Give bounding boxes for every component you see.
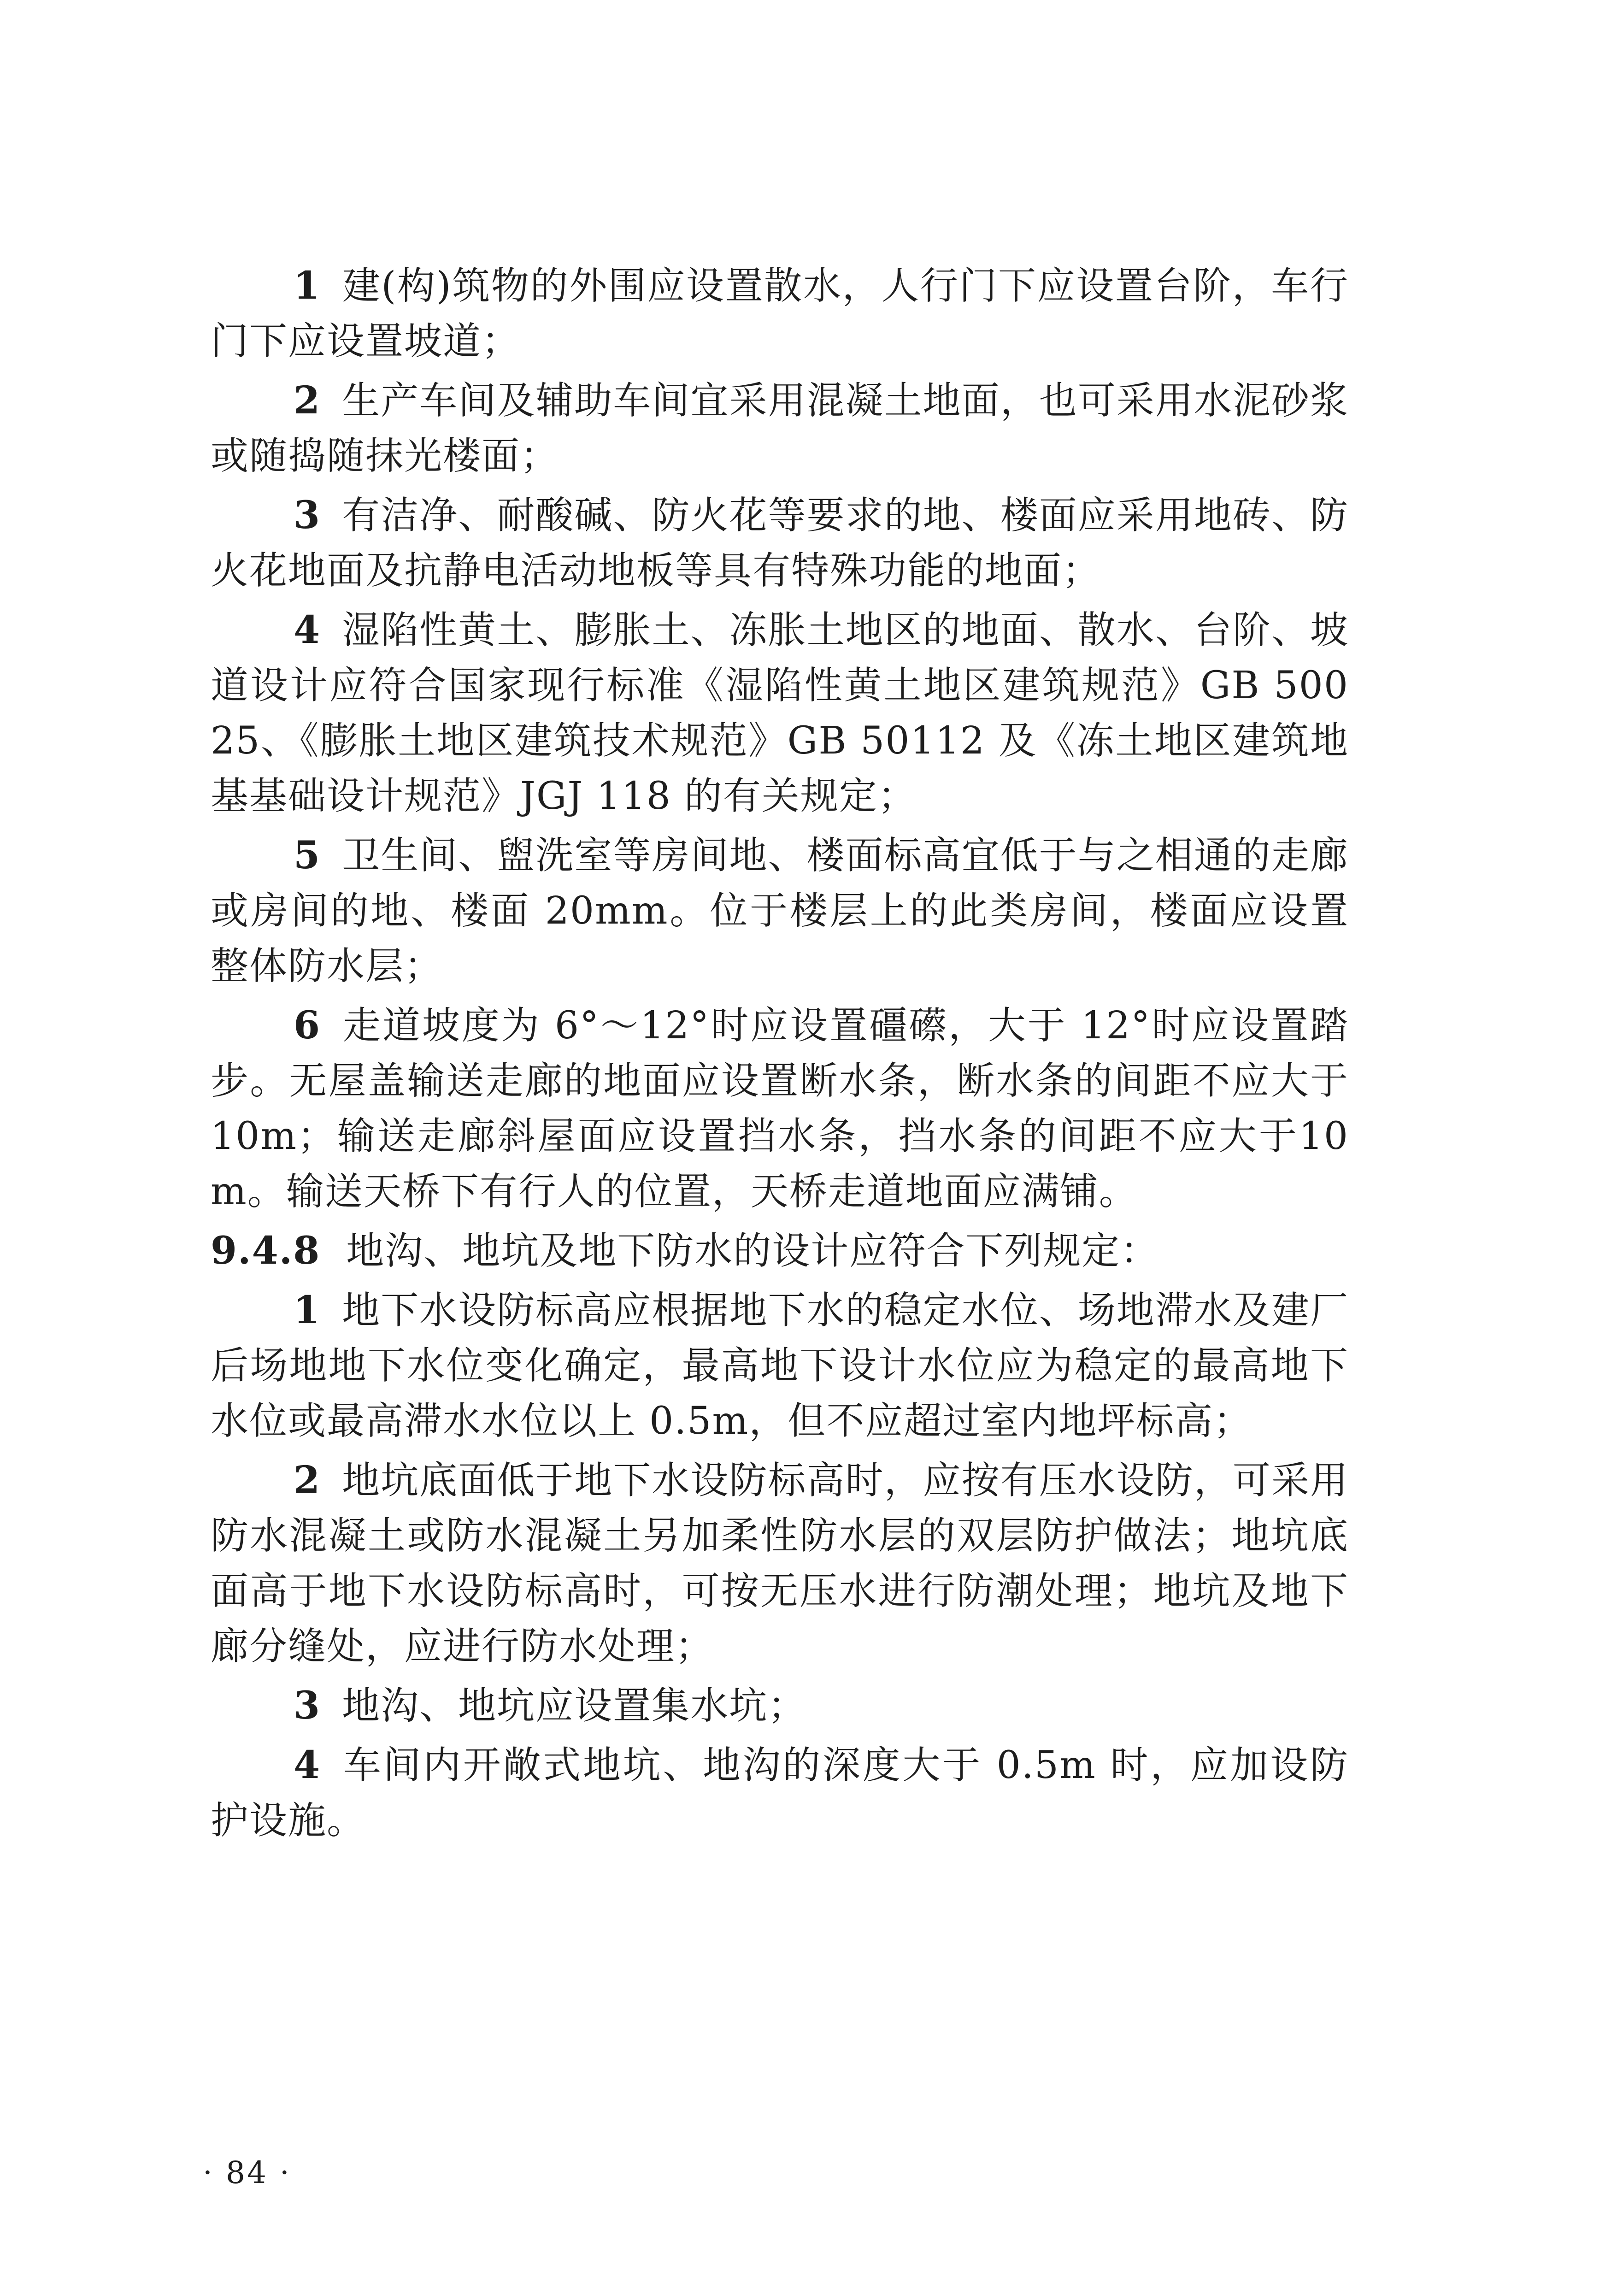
item-text: 地下水设防标高应根据地下水的稳定水位、场地滞水及建厂后场地地下水位变化确定，最高地下设计水位应为稳定的最高地下水位或最高滞水水位以上 0.5m，但不应超过室内地坪标高；: [211, 1289, 1349, 1443]
item-text: 湿陷性黄土、膨胀土、冻胀土地区的地面、散水、台阶、坡道设计应符合国家现行标准《湿陷性黄土地区建筑规范》GB 50025、《膨胀土地区建筑技术规范》GB 50112 及《冻土地区建筑地基基础设计规范》JGJ 118 的有关规定；: [211, 608, 1349, 818]
item-number: 3: [294, 493, 321, 537]
item-text: 地沟、地坑应设置集水坑；: [342, 1684, 807, 1728]
clause-number: 9.4.8: [211, 1229, 321, 1273]
list-item: [211, 828, 1349, 994]
item-text: 车间内开敞式地坑、地沟的深度大于 0.5m 时，应加设防护设施。: [211, 1743, 1349, 1843]
item-number: 6: [294, 1003, 321, 1048]
item-text: 建(构)筑物的外围应设置散水，人行门下应设置台阶，车行门下应设置坡道；: [211, 264, 1349, 363]
list-item: [211, 1737, 1349, 1849]
item-number: 1: [294, 264, 321, 308]
item-number: 5: [294, 833, 321, 877]
item-text: 有洁净、耐酸碱、防火花等要求的地、楼面应采用地砖、防火花地面及抗静电活动地板等具有特殊功能的地面；: [211, 494, 1349, 593]
list-item: [211, 1453, 1349, 1674]
item-text: 卫生间、盥洗室等房间地、楼面标高宜低于与之相通的走廊或房间的地、楼面 20mm。位于楼层上的此类房间，楼面应设置整体防水层；: [211, 834, 1349, 988]
body-text: [211, 258, 1349, 1852]
list-item: [211, 373, 1349, 484]
item-number: 2: [294, 1458, 321, 1502]
item-text: 地坑底面低于地下水设防标高时，应按有压水设防，可采用防水混凝土或防水混凝土另加柔性防水层的双层防护做法；地坑底面高于地下水设防标高时，可按无压水进行防潮处理；地坑及地下廊分缝处，应进行防水处理；: [211, 1459, 1349, 1668]
list-item: [211, 258, 1349, 369]
list-item: [211, 1678, 1349, 1734]
item-number: 2: [294, 378, 321, 423]
clause-text: 地沟、地坑及地下防水的设计应符合下列规定：: [346, 1229, 1159, 1273]
list-item: [211, 998, 1349, 1219]
list-item: [211, 1283, 1349, 1449]
item-number: 3: [294, 1684, 321, 1728]
clause-heading: [211, 1223, 1349, 1279]
page-number: · 84 ·: [203, 2155, 291, 2190]
item-number: 1: [294, 1288, 321, 1332]
list-item: [211, 602, 1349, 824]
item-text: 生产车间及辅助车间宜采用混凝土地面，也可采用水泥砂浆或随捣随抹光楼面；: [211, 379, 1349, 478]
list-item: [211, 488, 1349, 599]
item-text: 走道坡度为 6°～12°时应设置礓礤，大于 12°时应设置踏步。无屋盖输送走廊的地面应设置断水条，断水条的间距不应大于 10m；输送走廊斜屋面应设置挡水条，挡水条的间距不应大于10m。输送天桥下有行人的位置，天桥走道地面应满铺。: [211, 1004, 1349, 1213]
item-number: 4: [294, 608, 321, 652]
item-number: 4: [294, 1743, 321, 1787]
